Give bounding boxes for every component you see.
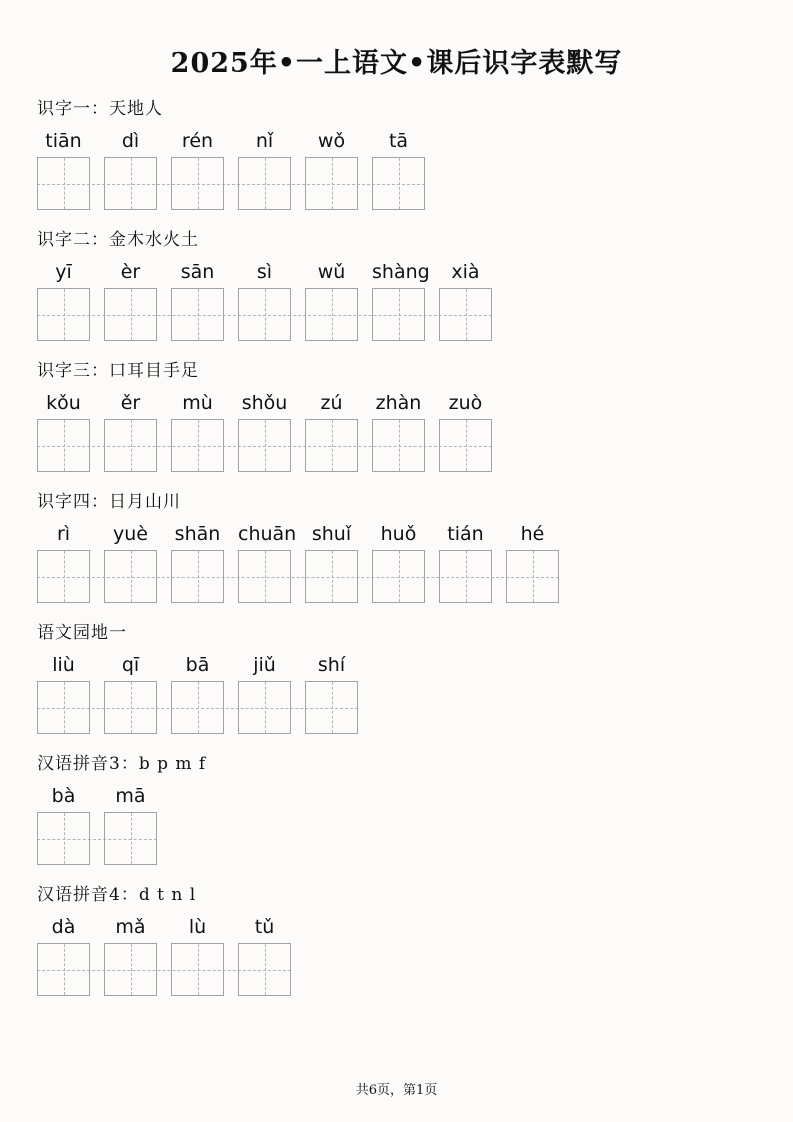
pinyin-label: mù	[182, 392, 213, 414]
pinyin-label: tā	[388, 130, 409, 152]
page-title: 2025年•一上语文•课后识字表默写	[170, 48, 623, 79]
pinyin-label: chuān	[238, 523, 297, 545]
pinyin-label: shàng	[372, 261, 430, 283]
writing-grid-box	[439, 419, 492, 472]
pinyin-label: shǒu	[241, 392, 288, 414]
writing-grid-box	[372, 550, 425, 603]
pinyin-label: jiǔ	[253, 654, 276, 676]
pinyin-label: wǔ	[317, 261, 346, 283]
pinyin-row	[37, 523, 756, 545]
writing-grid-box	[305, 288, 358, 341]
section-header: 识字四：日月山川	[37, 492, 181, 512]
pinyin-label: huǒ	[380, 523, 417, 545]
section-header: 汉语拼音4：d t n l	[37, 885, 197, 905]
pinyin-label: sān	[180, 261, 215, 283]
pinyin-label: xià	[451, 261, 480, 283]
worksheet-section	[37, 624, 756, 734]
pinyin-row	[37, 392, 756, 414]
writing-grid-row	[37, 157, 425, 210]
pinyin-row	[37, 654, 756, 676]
writing-grid-box	[238, 419, 291, 472]
pinyin-label: nǐ	[255, 130, 274, 152]
pinyin-row	[37, 916, 756, 938]
writing-grid-box	[104, 812, 157, 865]
section-header: 汉语拼音3：b p m f	[37, 754, 207, 774]
section-header: 识字一：天地人	[37, 99, 163, 119]
pinyin-label: liù	[52, 654, 75, 676]
writing-grid-box	[171, 419, 224, 472]
writing-grid-box	[238, 157, 291, 210]
writing-grid-box	[104, 157, 157, 210]
writing-grid-box	[305, 550, 358, 603]
writing-grid-box	[104, 288, 157, 341]
pinyin-label: qī	[121, 654, 140, 676]
writing-grid-box	[104, 419, 157, 472]
pinyin-label: mǎ	[115, 916, 146, 938]
pinyin-label: shí	[317, 654, 346, 676]
section-header: 识字三：口耳目手足	[37, 361, 199, 381]
writing-grid-box	[439, 550, 492, 603]
worksheet-section	[37, 231, 756, 341]
writing-grid-box	[104, 943, 157, 996]
writing-grid-box	[171, 550, 224, 603]
pinyin-label: èr	[120, 261, 141, 283]
pinyin-label: zú	[320, 392, 343, 414]
writing-grid-box	[37, 681, 90, 734]
pinyin-label: wǒ	[317, 130, 346, 152]
writing-grid-box	[37, 157, 90, 210]
writing-grid-box	[305, 419, 358, 472]
pinyin-label: shuǐ	[311, 523, 352, 545]
writing-grid-box	[238, 550, 291, 603]
writing-grid-box	[37, 550, 90, 603]
writing-grid-box	[372, 288, 425, 341]
grid-midline	[37, 184, 425, 185]
writing-grid-box	[171, 288, 224, 341]
writing-grid-box	[104, 681, 157, 734]
writing-grid-row	[37, 419, 492, 472]
worksheet-section	[37, 362, 756, 472]
writing-grid-box	[37, 812, 90, 865]
pinyin-label: tǔ	[254, 916, 275, 938]
pinyin-label: dà	[51, 916, 76, 938]
writing-grid-box	[171, 681, 224, 734]
section-header: 语文园地一	[37, 623, 127, 643]
pinyin-label: ěr	[120, 392, 141, 414]
pinyin-row	[37, 785, 756, 807]
pinyin-label: rì	[56, 523, 71, 545]
pinyin-label: zhàn	[375, 392, 422, 414]
section-header: 识字二：金木水火土	[37, 230, 199, 250]
writing-grid-box	[238, 288, 291, 341]
pinyin-label: yuè	[113, 523, 148, 545]
writing-grid-box	[305, 681, 358, 734]
writing-grid-box	[238, 681, 291, 734]
worksheet-section	[37, 755, 756, 865]
writing-grid-box	[372, 419, 425, 472]
pinyin-label: lù	[188, 916, 207, 938]
writing-grid-row	[37, 288, 492, 341]
writing-grid-box	[506, 550, 559, 603]
worksheet-section	[37, 100, 756, 210]
writing-grid-box	[305, 157, 358, 210]
writing-grid-row	[37, 943, 291, 996]
pinyin-label: yī	[55, 261, 72, 283]
writing-grid-box	[37, 288, 90, 341]
worksheet-section	[37, 493, 756, 603]
writing-grid-row	[37, 681, 358, 734]
pinyin-row	[37, 130, 756, 152]
pinyin-label: rén	[181, 130, 214, 152]
pinyin-label: hé	[520, 523, 545, 545]
pinyin-label: tiān	[45, 130, 82, 152]
pinyin-label: tián	[447, 523, 484, 545]
pinyin-label: shān	[174, 523, 221, 545]
writing-grid-box	[372, 157, 425, 210]
writing-grid-box	[37, 419, 90, 472]
writing-grid-box	[171, 157, 224, 210]
writing-grid-row	[37, 550, 559, 603]
pinyin-label: zuò	[448, 392, 483, 414]
pinyin-label: mā	[115, 785, 146, 807]
writing-grid-box	[171, 943, 224, 996]
writing-grid-box	[104, 550, 157, 603]
worksheet-section	[37, 886, 756, 996]
writing-grid-box	[37, 943, 90, 996]
pinyin-label: dì	[121, 130, 140, 152]
page-footer: 共6页，第1页	[355, 1083, 438, 1098]
sections-container	[37, 100, 756, 996]
pinyin-row	[37, 261, 756, 283]
pinyin-label: bà	[51, 785, 76, 807]
writing-grid-row	[37, 812, 157, 865]
pinyin-label: sì	[256, 261, 273, 283]
writing-grid-box	[238, 943, 291, 996]
pinyin-label: bā	[185, 654, 210, 676]
pinyin-label: kǒu	[46, 392, 81, 414]
writing-grid-box	[439, 288, 492, 341]
